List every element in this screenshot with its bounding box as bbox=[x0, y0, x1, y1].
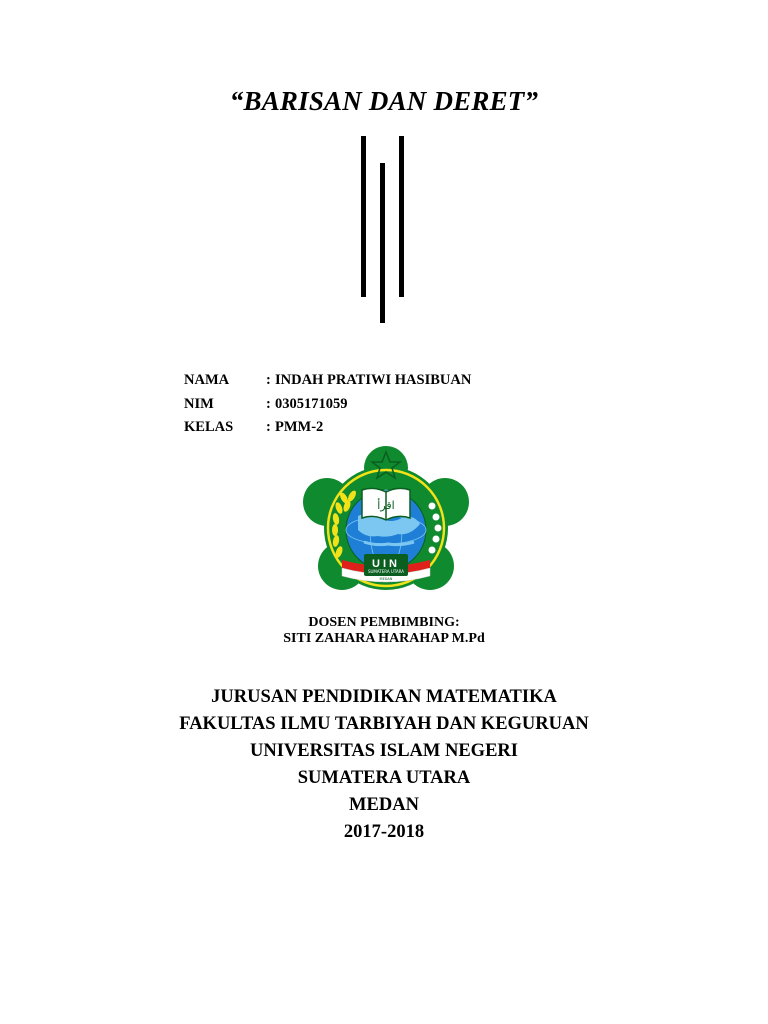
info-separator: : bbox=[266, 419, 271, 436]
info-label: NAMA bbox=[184, 372, 230, 389]
advisor-name: SITI ZAHARA HARAHAP M.Pd bbox=[283, 631, 485, 646]
institution-year: 2017-2018 bbox=[343, 822, 425, 842]
student-info-row-name bbox=[184, 369, 471, 393]
uin-city: MEDAN bbox=[379, 577, 393, 581]
uin-sumatera-utara-seal-icon bbox=[302, 446, 470, 604]
institution-university: UNIVERSITAS ISLAM NEGERI bbox=[250, 741, 518, 761]
student-info-row-nim bbox=[184, 393, 471, 417]
book-text: اقرأ bbox=[377, 499, 395, 512]
advisor-heading: DOSEN PEMBIMBING: bbox=[308, 615, 460, 630]
decorative-bar-left bbox=[361, 136, 366, 297]
info-label: NIM bbox=[184, 395, 214, 412]
decorative-bar-right bbox=[399, 136, 404, 297]
info-value: 0305171059 bbox=[275, 395, 348, 412]
uin-text: UIN bbox=[372, 558, 400, 570]
student-info-row-kelas bbox=[184, 416, 471, 440]
book-icon bbox=[362, 488, 410, 520]
document-title: “BARISAN DAN DERET” bbox=[229, 86, 539, 116]
info-label: KELAS bbox=[184, 419, 234, 436]
institution-faculty: FAKULTAS ILMU TARBIYAH DAN KEGURUAN bbox=[179, 714, 589, 734]
institution-city: MEDAN bbox=[349, 795, 419, 815]
decorative-bar-middle bbox=[380, 163, 385, 323]
student-info bbox=[184, 369, 471, 440]
institution-department: JURUSAN PENDIDIKAN MATEMATIKA bbox=[211, 687, 557, 707]
advisor-block bbox=[0, 615, 768, 647]
info-separator: : bbox=[266, 372, 271, 389]
info-value: INDAH PRATIWI HASIBUAN bbox=[275, 372, 472, 389]
info-value: PMM-2 bbox=[275, 419, 324, 436]
institution-block bbox=[0, 684, 768, 846]
institution-province: SUMATERA UTARA bbox=[297, 768, 471, 788]
uin-subtext: SUMATERA UTARA bbox=[367, 569, 405, 574]
info-separator: : bbox=[266, 395, 271, 412]
